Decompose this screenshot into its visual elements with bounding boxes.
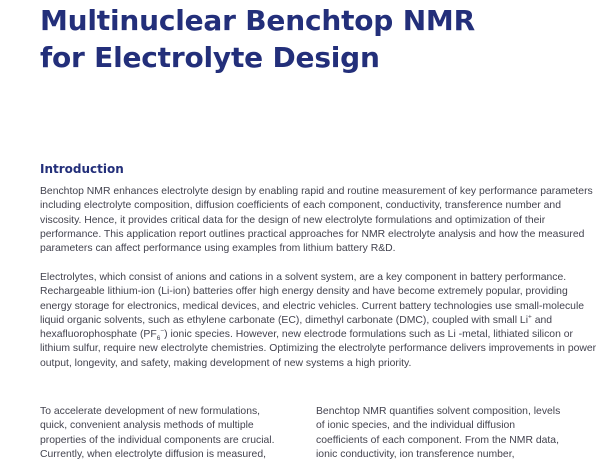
left-column-paragraph: To accelerate development of new formulations, quick, convenient analysis methods of multiple properties of the individual components are crucial. Currently, when electrolyte diffusion is measured, (40, 406, 275, 460)
subscript-six: 6 (156, 335, 161, 343)
title-line-2: for Electrolyte Design (40, 41, 380, 74)
paragraph-text: Electrolytes, which consist of anions and cations in a solvent system, are a key component in battery performance. Rechargeable lithium-ion (Li-ion) batteries offer high energy density and have become extremely popular, providing energy storage for electronics, medical devices, and electric vehicles. Current battery technologies use small-molecule liquid organic solvents, such as ethylene carbonate (EC), dimethyl carbonate (DMC), coupled with small Li (40, 272, 585, 326)
superscript-plus: + (528, 313, 532, 321)
superscript-minus: − (160, 327, 165, 335)
title-line-1: Multinuclear Benchtop NMR (40, 4, 475, 37)
right-column-paragraph: Benchtop NMR quantifies solvent composition, levels of ionic species, and the individual diffusion coefficients of each component. From the NMR data, ionic conductivity, ion transference number, (316, 406, 561, 460)
intro-paragraph-2 (40, 271, 600, 371)
paragraph-text: ) ionic species. However, new electrode formulations such as Li -metal, lithiated silicon or lithium sulfur, require new electrolyte chemistries. Optimizing the electrolyte performance delivers improvements in power output, longevity, and safety, making development of new systems a high priority. (40, 329, 597, 369)
document-title (40, 2, 580, 76)
intro-paragraph-1: Benchtop NMR enhances electrolyte design by enabling rapid and routine measurement of key performance parameters including electrolyte composition, diffusion coefficients of each component, conductivity, transference number and viscosity. Hence, it provides critical data for the design of new electrolyte formulations and optimization of their performance. This application report outlines practical approaches for NMR electrolyte analysis and how the measured parameters can affect performance using examples from lithium battery R&D. (40, 186, 593, 255)
paragraph-text: and hexafluorophosphate (PF (40, 314, 553, 341)
section-heading-introduction: Introduction (40, 162, 124, 176)
